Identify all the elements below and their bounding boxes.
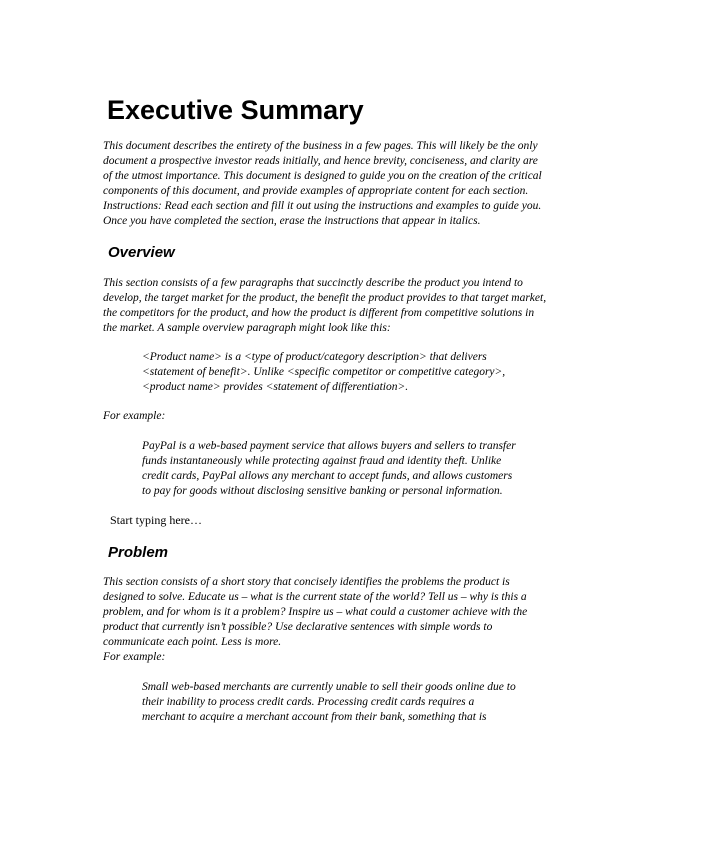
start-typing-placeholder[interactable]: Start typing here…	[110, 513, 202, 527]
text-line: credit cards, PayPal allows any merchant to accept funds, and allows customers	[142, 470, 513, 482]
intro-paragraph	[103, 139, 542, 229]
problem-paragraph	[103, 575, 527, 665]
text-line: problem, and for whom is it a problem? Inspire us – what could a customer achieve with the	[103, 606, 528, 618]
text-line: to pay for goods without disclosing sensitive banking or personal information.	[142, 485, 503, 497]
text-line: components of this document, and provide examples of appropriate content for each section.	[103, 185, 529, 197]
text-line: <product name> provides <statement of differentiation>.	[142, 381, 409, 393]
text-line: Instructions: Read each section and fill it out using the instructions and examples to guide you.	[103, 200, 542, 212]
section-heading-problem: Problem	[108, 544, 169, 561]
text-line: their inability to process credit cards. Processing credit cards requires a	[142, 696, 475, 708]
text-line: develop, the target market for the product, the benefit the product provides to that target market,	[103, 292, 547, 304]
overview-template-block	[142, 350, 505, 395]
text-line: This document describes the entirety of the business in a few pages. This will likely be the only	[103, 140, 538, 152]
text-line: This section consists of a few paragraphs that succinctly describe the product you intend to	[103, 277, 523, 289]
for-example-label: For example:	[103, 410, 166, 422]
text-line: merchant to acquire a merchant account from their bank, something that is	[142, 711, 487, 723]
text-line: the competitors for the product, and how the product is different from competitive solutions in	[103, 307, 535, 319]
text-line: Once you have completed the section, erase the instructions that appear in italics.	[103, 215, 481, 227]
page-title: Executive Summary	[107, 95, 364, 125]
text-line: PayPal is a web-based payment service that allows buyers and sellers to transfer	[142, 440, 516, 452]
section-heading-overview: Overview	[108, 244, 175, 261]
text-line: the market. A sample overview paragraph might look like this:	[103, 322, 391, 334]
text-line: of the utmost importance. This document is designed to guide you on the creation of the critical	[103, 170, 542, 182]
for-example-label: For example:	[103, 651, 166, 663]
text-line: document a prospective investor reads initially, and hence brevity, conciseness, and clarity are	[103, 155, 538, 167]
text-line: communicate each point. Less is more.	[103, 636, 282, 648]
text-line: designed to solve. Educate us – what is the current state of the world? Tell us – why is this a	[103, 591, 527, 603]
text-line: <statement of benefit>. Unlike <specific competitor or competitive category>,	[142, 366, 506, 378]
text-line: <Product name> is a <type of product/category description> that delivers	[142, 351, 487, 363]
overview-paragraph	[103, 276, 546, 336]
text-line: Small web-based merchants are currently unable to sell their goods online due to	[142, 681, 516, 693]
text-line: product that currently isn’t possible? Use declarative sentences with simple words to	[103, 621, 493, 633]
overview-example-block	[142, 439, 516, 499]
problem-example-block	[142, 680, 516, 725]
text-line: This section consists of a short story that concisely identifies the problems the product is	[103, 576, 510, 588]
text-line: funds instantaneously while protecting against fraud and identity theft. Unlike	[142, 455, 502, 467]
